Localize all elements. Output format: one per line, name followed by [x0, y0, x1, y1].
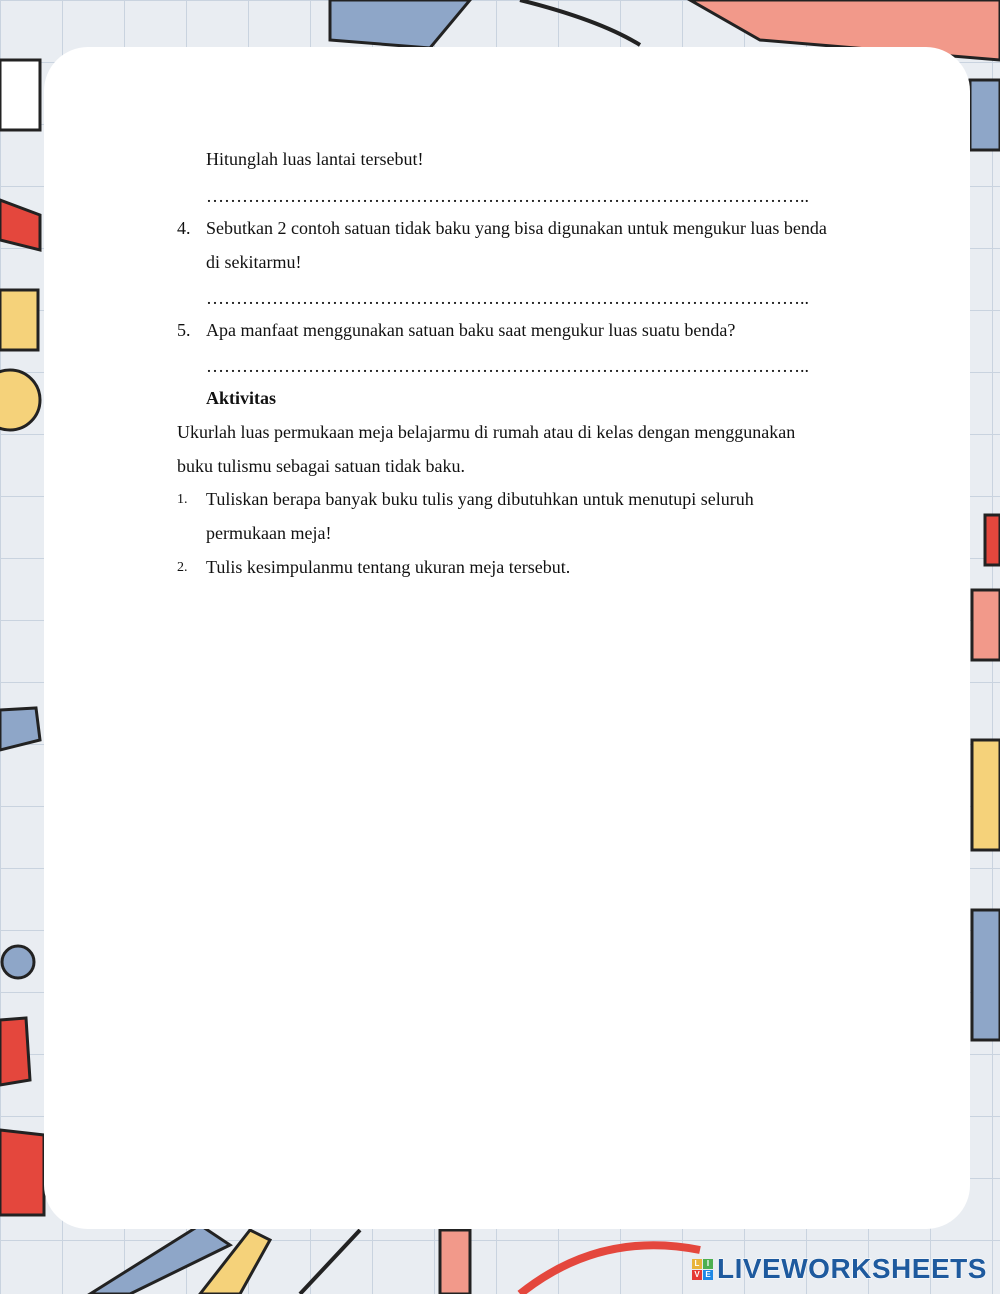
task2-text-line1: Tulis kesimpulanmu tentang ukuran meja tersebut.: [206, 557, 571, 577]
logo-letter-e: E: [703, 1270, 713, 1280]
task2-number: 2.: [177, 560, 188, 575]
logo-letter-v: V: [692, 1270, 702, 1280]
liveworksheets-logo-icon: [692, 1259, 713, 1280]
q3-answer-line: ………………………………………………………………………………………..: [206, 186, 809, 206]
q4-number: 4.: [177, 218, 191, 238]
logo-letter-i: I: [703, 1259, 713, 1269]
activity-intro-line1: Ukurlah luas permukaan meja belajarmu di rumah atau di kelas dengan menggunakan: [177, 422, 796, 442]
q4-text-line1: Sebutkan 2 contoh satuan tidak baku yang bisa digunakan untuk mengukur luas benda: [206, 218, 827, 238]
brand-name: LIVEWORKSHEETS: [717, 1253, 987, 1284]
q3-prompt: Hitunglah luas lantai tersebut!: [206, 149, 424, 169]
q4-text-line2: di sekitarmu!: [206, 252, 302, 272]
q5-answer-line: ………………………………………………………………………………………..: [206, 356, 809, 376]
task1-text-line1: Tuliskan berapa banyak buku tulis yang dibutuhkan untuk menutupi seluruh: [206, 489, 754, 509]
liveworksheets-brand[interactable]: [692, 1252, 987, 1286]
q4-answer-line: ………………………………………………………………………………………..: [206, 288, 809, 308]
q5-number: 5.: [177, 320, 191, 340]
q5-text-line1: Apa manfaat menggunakan satuan baku saat mengukur luas suatu benda?: [206, 320, 736, 340]
activity-heading: Aktivitas: [206, 388, 277, 408]
activity-intro-line2: buku tulismu sebagai satuan tidak baku.: [177, 456, 465, 476]
task1-text-line2: permukaan meja!: [206, 523, 332, 543]
logo-letter-l: L: [692, 1259, 702, 1269]
task1-number: 1.: [177, 492, 188, 507]
